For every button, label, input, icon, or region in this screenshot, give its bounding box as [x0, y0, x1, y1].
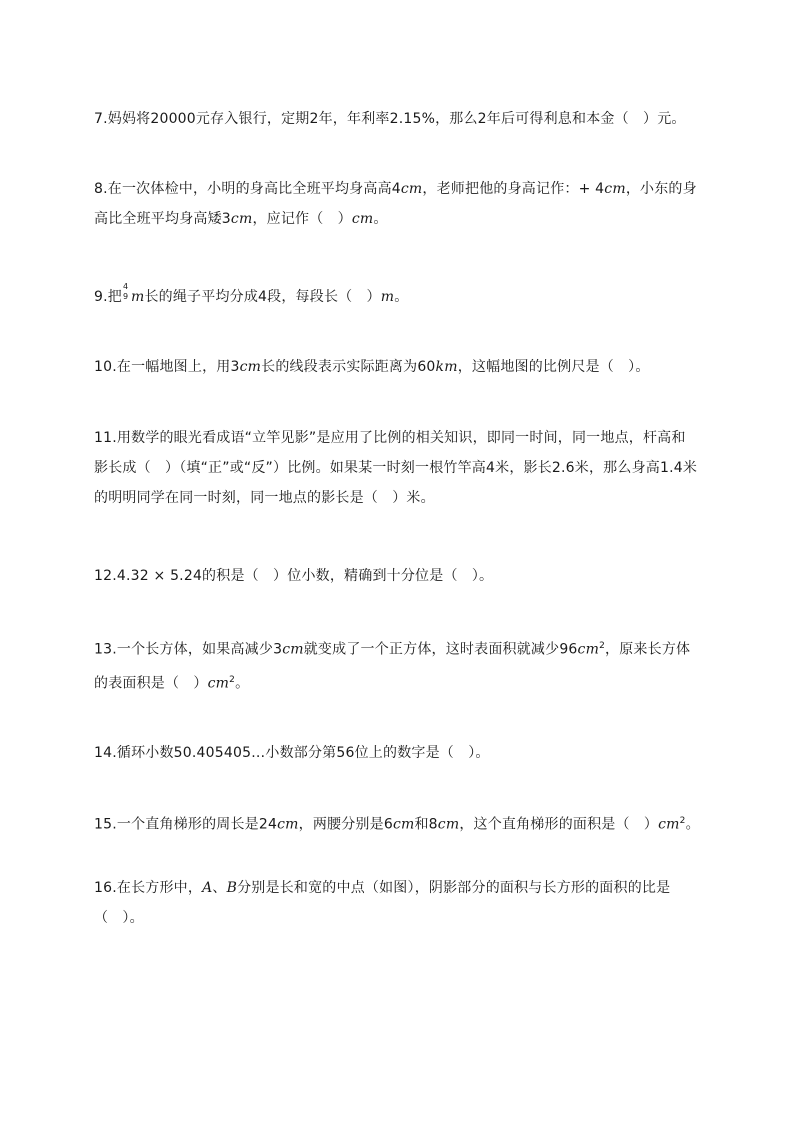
- question-number: 8.: [94, 181, 108, 197]
- superscript: 2: [599, 641, 606, 651]
- question-text: ，原来长方体: [605, 641, 691, 658]
- question-text: 。: [394, 289, 409, 305]
- question-14: [94, 738, 706, 768]
- question-line: [94, 174, 706, 204]
- unit-symbol: B: [226, 880, 238, 896]
- superscript: 2: [679, 816, 686, 826]
- question-text: 在一次体检中，小明的身高比全班平均身高高4: [107, 181, 401, 197]
- question-text: 影长成（ ）（填“正”或“反”）比例。如果某一时刻一根竹竿高4米，影长2.6米，那么身高1.4米: [94, 460, 698, 476]
- question-text: 4.32 × 5.24的积是（ ）位小数，精确到十分位是（ ）。: [116, 568, 494, 584]
- question-text: ，应记作（ ）: [252, 211, 352, 227]
- question-line: [94, 282, 706, 312]
- question-text: 、: [212, 880, 227, 896]
- question-13: [94, 631, 706, 698]
- question-text: 一个长方体，如果高减少3: [116, 641, 283, 658]
- question-line: [94, 665, 706, 699]
- question-text: 一个直角梯形的周长是24: [116, 816, 278, 833]
- unit-symbol: cm: [282, 641, 304, 658]
- question-text: （ ）。: [94, 910, 144, 926]
- unit-symbol: m: [380, 289, 395, 305]
- question-text: 的表面积是（ ）: [94, 675, 208, 692]
- question-text: 把: [107, 289, 122, 305]
- question-number: 14.: [94, 745, 117, 761]
- fraction: [122, 282, 131, 302]
- fraction-numerator: 4: [122, 282, 129, 291]
- unit-symbol: cm: [239, 359, 262, 375]
- question-number: 9.: [94, 289, 108, 305]
- question-11: [94, 423, 706, 513]
- fraction-denominator: 9: [122, 292, 129, 301]
- unit-symbol: cm: [207, 675, 230, 692]
- superscript: 2: [229, 674, 236, 685]
- unit-symbol: cm: [351, 211, 374, 227]
- unit-symbol: cm: [277, 816, 299, 833]
- question-7: [94, 104, 706, 134]
- question-text: 和8: [414, 816, 438, 833]
- question-text: 循环小数50.405405…小数部分第56位上的数字是（ ）。: [116, 745, 490, 761]
- question-line: [94, 423, 706, 453]
- unit-symbol: km: [435, 359, 458, 375]
- unit-symbol: cm: [437, 816, 460, 833]
- question-text: 在一幅地图上，用3: [116, 359, 240, 375]
- unit-symbol: cm: [230, 211, 253, 227]
- question-number: 10.: [94, 359, 117, 375]
- unit-symbol: cm: [400, 181, 423, 197]
- question-line: [94, 738, 706, 768]
- question-8: [94, 174, 706, 234]
- question-text: 的明明同学在同一时刻，同一地点的影长是（ ）米。: [94, 490, 435, 506]
- question-text: 长的绳子平均分成4段，每段长（ ）: [144, 289, 381, 305]
- question-10: [94, 352, 706, 382]
- question-text: 在长方形中，: [116, 880, 203, 896]
- question-text: 。: [685, 816, 700, 833]
- question-line: [94, 453, 706, 483]
- unit-symbol: cm: [604, 181, 626, 197]
- question-number: 12.: [94, 568, 117, 584]
- question-line: [94, 631, 706, 665]
- question-number: 13.: [94, 641, 117, 658]
- question-text: 妈妈将20000元存入银行，定期2年，年利率2.15%，那么2年后可得利息和本金（ ）元。: [107, 111, 686, 127]
- question-text: 用数学的眼光看成语“立竿见影”是应用了比例的相关知识，即同一时间，同一地点，杆高和: [116, 430, 686, 446]
- question-12: [94, 561, 706, 591]
- question-text: ，小东的身: [625, 181, 697, 197]
- question-line: [94, 873, 706, 903]
- question-number: 11.: [94, 430, 117, 446]
- question-line: [94, 483, 706, 513]
- question-text: ，这幅地图的比例尺是（ ）。: [457, 359, 650, 375]
- question-line: [94, 806, 706, 840]
- unit-symbol: m: [130, 289, 145, 305]
- question-text: 就变成了一个正方体，这时表面积就减少96: [303, 641, 578, 658]
- question-text: 高比全班平均身高矮3: [94, 211, 231, 227]
- question-15: [94, 806, 706, 840]
- unit-symbol: cm: [577, 641, 600, 658]
- question-number: 7.: [94, 111, 108, 127]
- question-text: ，这个直角梯形的面积是（ ）: [459, 816, 659, 833]
- question-line: [94, 104, 706, 134]
- question-text: 长的线段表示实际距离为60: [261, 359, 436, 375]
- question-text: ，老师把他的身高记作：+ 4: [422, 181, 605, 197]
- unit-symbol: cm: [658, 816, 680, 833]
- unit-symbol: cm: [392, 816, 415, 833]
- question-9: [94, 282, 706, 312]
- question-text: 。: [235, 675, 250, 692]
- question-text: ，两腰分别是6: [298, 816, 393, 833]
- question-line: [94, 352, 706, 382]
- question-16: [94, 873, 706, 933]
- question-line: [94, 903, 706, 933]
- question-text: 分别是长和宽的中点（如图），阴影部分的面积与长方形的面积的比是: [237, 880, 671, 896]
- unit-symbol: A: [202, 880, 213, 896]
- question-number: 16.: [94, 880, 117, 896]
- question-line: [94, 561, 706, 591]
- question-line: [94, 204, 706, 234]
- question-text: 。: [373, 211, 388, 227]
- question-number: 15.: [94, 816, 117, 833]
